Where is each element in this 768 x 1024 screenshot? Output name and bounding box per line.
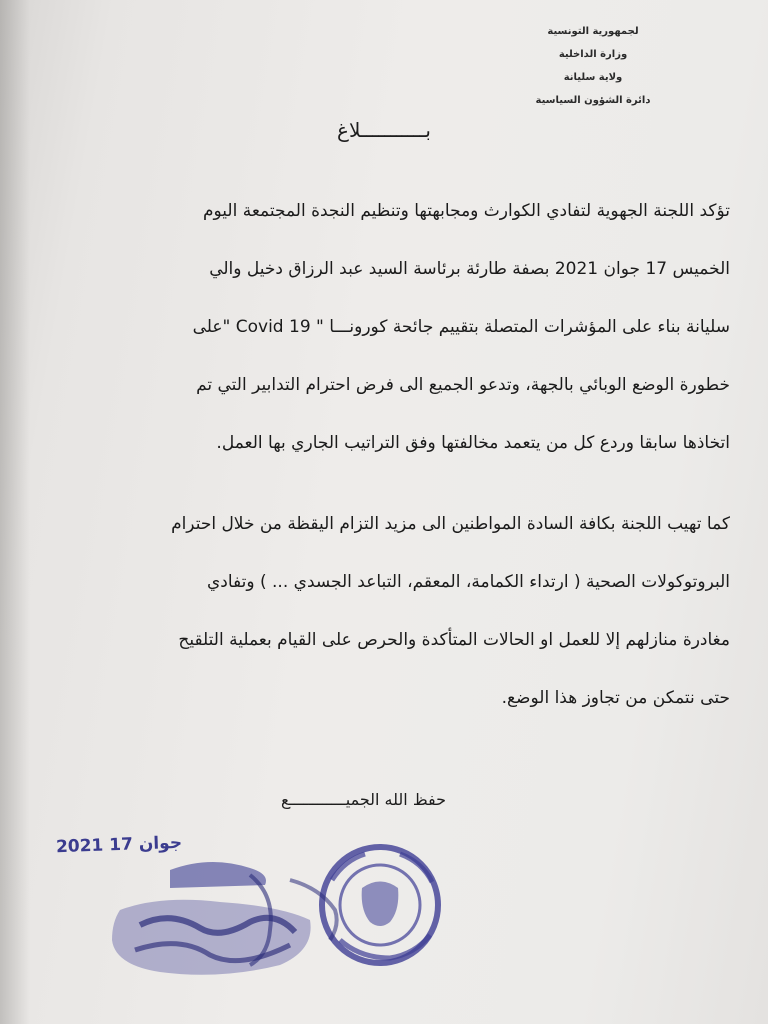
letterhead-department: دائرة الشؤون السياسية bbox=[535, 95, 651, 106]
document-title: بـــــــــــلاغ bbox=[337, 118, 431, 142]
paragraph-2-line: البروتوكولات الصحية ( ارتداء الكمامة، المعقم، التباعد الجسدي ... ) وتفادي bbox=[206, 572, 730, 592]
paragraph-2 bbox=[60, 495, 730, 727]
paragraph-2-line: كما تهيب اللجنة بكافة السادة المواطنين الى مزيد التزام اليقظة من خلال احترام bbox=[171, 514, 730, 534]
letterhead bbox=[513, 20, 673, 112]
closing-line: حفظ الله الجميــــــــــــع bbox=[280, 790, 446, 809]
paragraph-1-line: اتخاذها سابقا وردع كل من يتعمد مخالفتها وفق التراتيب الجاري بها العمل. bbox=[216, 433, 730, 453]
signature-stamp-icon bbox=[112, 862, 337, 975]
paragraph-2-line: مغادرة منازلهم إلا للعمل او الحالات المتأكدة والحرص على القيام بعملية التلقيح bbox=[178, 630, 730, 650]
date-stamp: 2021 جوان 17 bbox=[55, 832, 183, 858]
letterhead-ministry: وزارة الداخلية bbox=[558, 49, 628, 60]
paragraph-1-line: تؤكد اللجنة الجهوية لتفادي الكوارث ومجابهتها وتنظيم النجدة المجتمعة اليوم bbox=[202, 201, 730, 221]
page-shadow bbox=[0, 0, 30, 1024]
paragraph-1 bbox=[60, 182, 730, 472]
letterhead-country: لجمهورية التونسية bbox=[547, 26, 639, 37]
paragraph-1-line: الخميس 17 جوان 2021 بصفة طارئة برئاسة السيد عبد الرزاق دخيل والي bbox=[209, 259, 730, 279]
official-stamp-and-signature bbox=[100, 840, 460, 990]
paragraph-1-line: خطورة الوضع الوبائي بالجهة، وتدعو الجميع الى فرض احترام التدابير التي تم bbox=[196, 375, 730, 395]
round-seal-icon bbox=[322, 847, 438, 963]
letterhead-governorate: ولاية سليانة bbox=[563, 72, 623, 83]
paragraph-2-line: حتى نتمكن من تجاوز هذا الوضع. bbox=[501, 688, 730, 708]
paragraph-1-line: سليانة بناء على المؤشرات المتصلة بتقييم جائحة كورونـــا " Covid 19 "على bbox=[192, 317, 730, 337]
